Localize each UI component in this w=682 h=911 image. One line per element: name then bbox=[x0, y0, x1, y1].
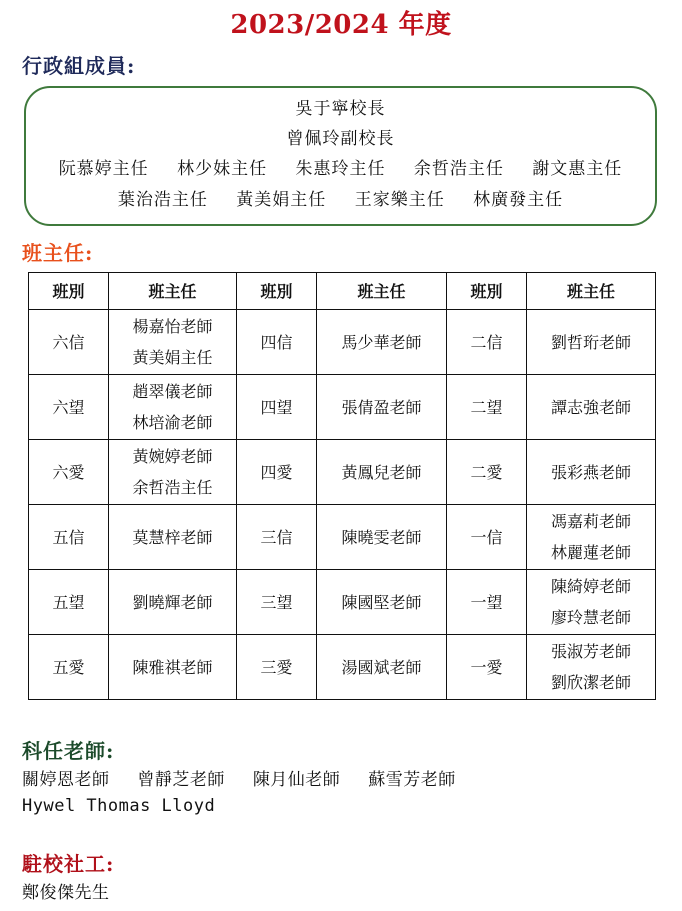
teacher-name: 林培渝老師 bbox=[132, 413, 213, 432]
class-name: 一信 bbox=[470, 527, 503, 547]
teacher-cell bbox=[317, 570, 447, 635]
class-name: 一愛 bbox=[470, 657, 503, 677]
class-name: 五愛 bbox=[52, 657, 85, 677]
admin-member: 曾佩玲副校長 bbox=[286, 129, 395, 149]
table-row bbox=[29, 570, 656, 635]
admin-line-directors-2 bbox=[26, 185, 655, 210]
class-name: 一望 bbox=[470, 592, 503, 612]
class-cell bbox=[447, 440, 527, 505]
subject-teacher: 蘇雪芳老師 bbox=[368, 770, 456, 790]
teacher-name: 黃婉婷老師 bbox=[132, 447, 213, 466]
admin-members-box bbox=[24, 86, 657, 226]
teacher-cell bbox=[317, 440, 447, 505]
class-cell bbox=[29, 505, 109, 570]
teacher-cell bbox=[527, 570, 656, 635]
admin-line-directors-1 bbox=[26, 154, 655, 179]
social-worker-name: 鄭俊傑先生 bbox=[22, 883, 110, 903]
teacher-name: 張彩燕老師 bbox=[550, 462, 631, 482]
admin-member: 朱惠玲主任 bbox=[295, 159, 386, 179]
class-cell bbox=[237, 505, 317, 570]
subject-teachers-heading: 科任老師: bbox=[22, 739, 115, 763]
class-name: 六望 bbox=[52, 397, 85, 417]
admin-line-principal bbox=[26, 94, 655, 119]
class-cell bbox=[29, 570, 109, 635]
subject-teacher-english: Hywel Thomas Lloyd bbox=[22, 796, 216, 816]
class-cell bbox=[29, 440, 109, 505]
column-header: 班別 bbox=[237, 273, 317, 310]
teacher-name: 張淑芳老師 bbox=[550, 642, 631, 661]
subject-teacher: 曾靜芝老師 bbox=[137, 770, 225, 790]
class-name: 三望 bbox=[260, 592, 293, 612]
class-cell bbox=[237, 440, 317, 505]
class-cell bbox=[237, 635, 317, 700]
admin-member: 阮慕婷主任 bbox=[58, 159, 149, 179]
class-name: 五信 bbox=[52, 527, 85, 547]
teacher-name: 劉哲珩老師 bbox=[550, 332, 631, 352]
teacher-name: 廖玲慧老師 bbox=[550, 608, 631, 627]
class-name: 三信 bbox=[260, 527, 293, 547]
teacher-name: 黃美娟主任 bbox=[132, 348, 213, 367]
class-cell bbox=[237, 570, 317, 635]
teacher-cell bbox=[527, 635, 656, 700]
class-name: 二愛 bbox=[470, 462, 503, 482]
table-row bbox=[29, 310, 656, 375]
column-header: 班別 bbox=[29, 273, 109, 310]
class-cell bbox=[447, 570, 527, 635]
column-header: 班主任 bbox=[527, 273, 656, 310]
teacher-cell bbox=[317, 505, 447, 570]
class-name: 二望 bbox=[470, 397, 503, 417]
admin-member: 余哲浩主任 bbox=[413, 159, 504, 179]
teacher-cell bbox=[317, 375, 447, 440]
class-name: 六信 bbox=[52, 332, 85, 352]
teacher-cell bbox=[109, 440, 237, 505]
teacher-name: 譚志強老師 bbox=[550, 397, 631, 417]
teacher-cell bbox=[527, 375, 656, 440]
class-cell bbox=[29, 375, 109, 440]
teacher-cell bbox=[109, 310, 237, 375]
teacher-name: 陳綺婷老師 bbox=[550, 577, 631, 596]
teacher-name: 趙翠儀老師 bbox=[132, 382, 213, 401]
class-cell bbox=[447, 505, 527, 570]
class-name: 五望 bbox=[52, 592, 85, 612]
table-header-row bbox=[29, 273, 656, 310]
class-name: 四望 bbox=[260, 397, 293, 417]
admin-member: 吳于寧校長 bbox=[295, 99, 386, 119]
class-name: 六愛 bbox=[52, 462, 85, 482]
class-name: 四信 bbox=[260, 332, 293, 352]
class-cell bbox=[447, 635, 527, 700]
table-row bbox=[29, 505, 656, 570]
teacher-name: 張倩盈老師 bbox=[341, 397, 422, 417]
column-header: 班主任 bbox=[109, 273, 237, 310]
column-header: 班別 bbox=[447, 273, 527, 310]
class-name: 四愛 bbox=[260, 462, 293, 482]
class-teachers-rows bbox=[29, 310, 656, 700]
admin-member: 林廣發主任 bbox=[473, 190, 564, 210]
teacher-cell bbox=[109, 570, 237, 635]
teacher-cell bbox=[527, 505, 656, 570]
teacher-name: 莫慧梓老師 bbox=[132, 527, 213, 547]
page-title: 2023/2024 年度 bbox=[230, 10, 452, 40]
subject-teacher: 關婷恩老師 bbox=[22, 770, 110, 790]
class-cell bbox=[29, 635, 109, 700]
table-row bbox=[29, 635, 656, 700]
teacher-cell bbox=[109, 505, 237, 570]
admin-member: 謝文惠主任 bbox=[532, 159, 623, 179]
class-cell bbox=[237, 310, 317, 375]
admin-member: 黃美娟主任 bbox=[236, 190, 327, 210]
teacher-cell bbox=[527, 310, 656, 375]
teacher-cell bbox=[527, 440, 656, 505]
teacher-cell bbox=[317, 310, 447, 375]
table-row bbox=[29, 440, 656, 505]
teacher-name: 楊嘉怡老師 bbox=[132, 317, 213, 336]
teacher-name: 劉曉輝老師 bbox=[132, 592, 213, 612]
teacher-cell bbox=[317, 635, 447, 700]
admin-member: 林少妹主任 bbox=[177, 159, 268, 179]
class-cell bbox=[237, 375, 317, 440]
teacher-name: 黃鳳兒老師 bbox=[341, 462, 422, 482]
subject-teacher: 陳月仙老師 bbox=[252, 770, 341, 790]
teacher-name: 劉欣潔老師 bbox=[550, 673, 631, 692]
admin-member: 王家樂主任 bbox=[354, 190, 445, 210]
teacher-name: 陳曉雯老師 bbox=[341, 527, 422, 547]
column-header: 班主任 bbox=[317, 273, 447, 310]
class-name: 二信 bbox=[470, 332, 503, 352]
admin-line-vice-principal bbox=[26, 124, 655, 149]
subject-teachers-line bbox=[22, 765, 478, 790]
teacher-name: 林麗蓮老師 bbox=[550, 543, 631, 562]
teacher-name: 馮嘉莉老師 bbox=[550, 512, 631, 531]
class-name: 三愛 bbox=[260, 657, 293, 677]
teacher-name: 陳雅祺老師 bbox=[132, 657, 213, 677]
class-teachers-heading: 班主任: bbox=[22, 241, 94, 265]
teacher-name: 余哲浩主任 bbox=[132, 478, 213, 497]
teacher-cell bbox=[109, 635, 237, 700]
teacher-name: 陳國堅老師 bbox=[341, 592, 422, 612]
social-worker-heading: 駐校社工: bbox=[22, 852, 115, 876]
class-cell bbox=[29, 310, 109, 375]
class-teachers-table bbox=[28, 272, 656, 700]
teacher-name: 馬少華老師 bbox=[341, 332, 422, 352]
table-row bbox=[29, 375, 656, 440]
class-cell bbox=[447, 310, 527, 375]
admin-heading: 行政組成員: bbox=[22, 54, 136, 78]
teacher-cell bbox=[109, 375, 237, 440]
admin-member: 葉治浩主任 bbox=[117, 190, 208, 210]
teacher-name: 湯國斌老師 bbox=[341, 657, 422, 677]
class-cell bbox=[447, 375, 527, 440]
